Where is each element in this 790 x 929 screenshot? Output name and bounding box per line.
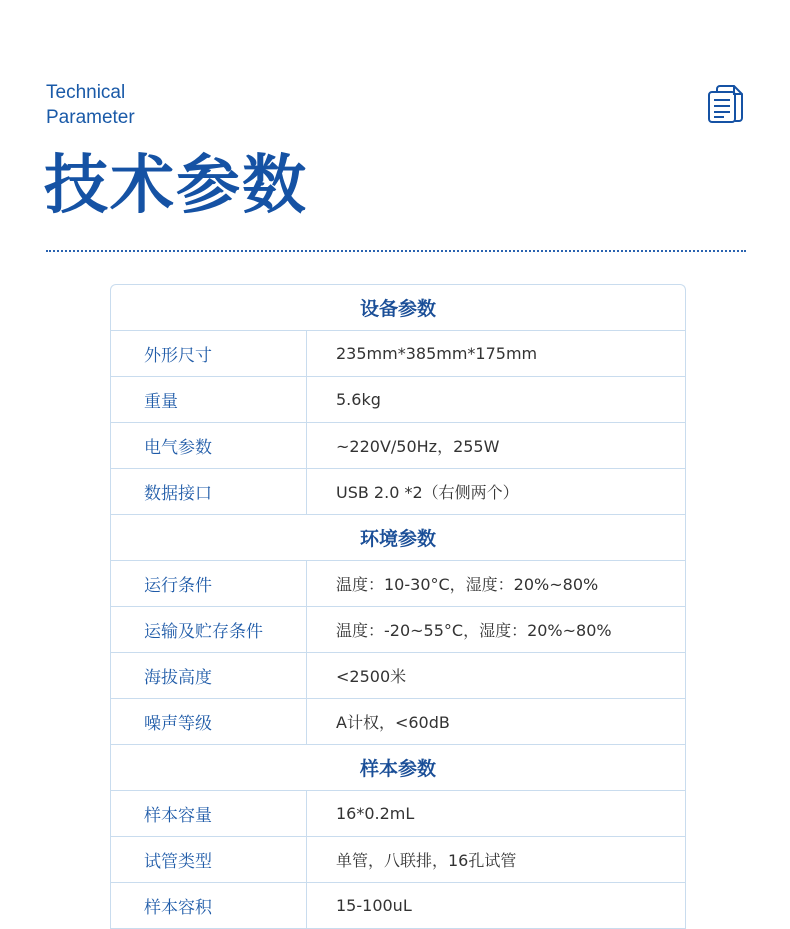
- row-value: <2500米: [336, 667, 407, 686]
- row-key: 电气参数: [111, 423, 307, 468]
- row-value: A计权，<60dB: [336, 713, 450, 732]
- document-list-icon: [706, 84, 748, 126]
- table-row: [111, 883, 685, 929]
- row-key: 运行条件: [111, 561, 307, 606]
- row-value: 15-100uL: [336, 896, 412, 915]
- row-key: 重量: [111, 377, 307, 422]
- row-value: 温度：10-30°C，湿度：20%~80%: [336, 575, 599, 594]
- row-key: 噪声等级: [111, 699, 307, 744]
- spec-table: [110, 284, 686, 929]
- row-value: 5.6kg: [336, 390, 381, 409]
- table-row: [111, 699, 685, 745]
- english-title-line2: Parameter: [46, 107, 135, 128]
- row-key: 运输及贮存条件: [111, 607, 307, 652]
- row-value: USB 2.0 *2（右侧两个）: [336, 483, 519, 502]
- table-row: [111, 561, 685, 607]
- row-value: 温度：-20~55°C，湿度：20%~80%: [336, 621, 612, 640]
- row-key: 试管类型: [111, 837, 307, 882]
- row-key: 样本容积: [111, 883, 307, 928]
- row-key: 数据接口: [111, 469, 307, 514]
- table-row: [111, 653, 685, 699]
- table-row: [111, 837, 685, 883]
- table-row: [111, 791, 685, 837]
- table-row: [111, 377, 685, 423]
- english-title: [46, 80, 135, 130]
- section-header-device: 设备参数: [111, 285, 685, 331]
- row-key: 海拔高度: [111, 653, 307, 698]
- row-key: 样本容量: [111, 791, 307, 836]
- section-header-sample: 样本参数: [111, 745, 685, 791]
- row-value: 16*0.2mL: [336, 804, 415, 823]
- row-value: ~220V/50Hz，255W: [336, 437, 500, 456]
- table-row: [111, 423, 685, 469]
- page-title: 技术参数: [44, 148, 308, 223]
- section-header-environment: 环境参数: [111, 515, 685, 561]
- dotted-divider: [46, 250, 746, 252]
- table-row: [111, 331, 685, 377]
- row-key: 外形尺寸: [111, 331, 307, 376]
- table-row: [111, 469, 685, 515]
- english-title-line1: Technical: [46, 82, 126, 103]
- table-row: [111, 607, 685, 653]
- row-value: 235mm*385mm*175mm: [336, 344, 538, 363]
- row-value: 单管，八联排，16孔试管: [336, 851, 517, 870]
